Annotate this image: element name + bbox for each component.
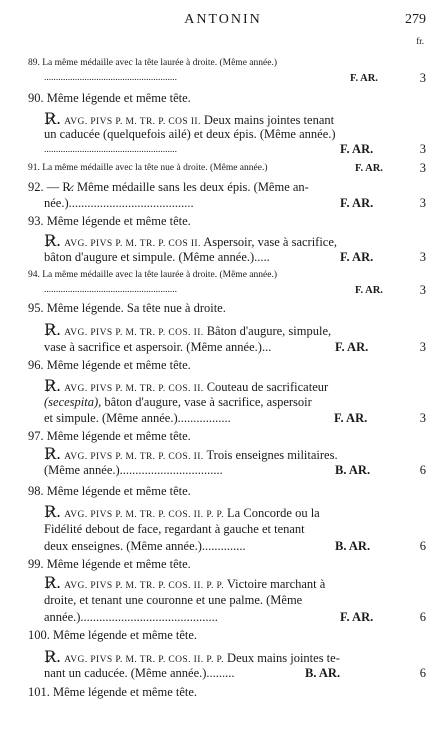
entry-96-metal: F. AR. [334,411,368,425]
entry-95: 95. Même légende. Sa tête nue à droite. [28,301,226,315]
entry-90-reverse: R̷. AVG. PIVS P. M. TR. P. COS II. Deux mains jointes tenant [44,109,335,128]
entry-94: 94. La même médaille avec la tête laurée à droite. (Même année.) [28,270,277,280]
entry-89-metal: F. AR. [350,73,378,84]
entry-100: 100. Même légende et même tête. [28,628,198,642]
entry-97-price: 6 [419,463,426,477]
entry-99-metal: F. AR. [340,610,374,624]
entry-99-price: 6 [419,610,426,624]
running-title: ANTONIN [184,12,262,27]
entry-98-reverse: R̷. AVG. PIVS P. M. TR. P. COS. II. P. P. La Concorde ou la [44,502,320,521]
entry-101: 101. Même légende et même tête. [28,685,198,699]
entry-100-reverse-2: nant un caducée. (Même année.)......... [44,666,235,680]
entry-94-metal: F. AR. [355,285,383,296]
entry-98-reverse-2: Fidélité debout de face, regardant à gauche et tenant [44,522,305,536]
entry-98-metal: B. AR. [335,539,371,553]
entry-90: 90. Même légende et même tête. [28,91,191,105]
entry-99-reverse-3: année.)............................................ [44,610,218,624]
entry-90-reverse-2: un caducée (quelquefois ailé) et deux épis. (Même année.) [44,127,336,141]
entry-90-metal: F. AR. [340,142,374,156]
entry-99-reverse: R̷. AVG. PIVS P. M. TR. P. COS. II. P. P. Victoire marchant à [44,573,326,592]
entry-97-reverse-2: (Même année.)................................. [44,463,223,477]
entry-98-reverse-3: deux enseignes. (Même année.).............. [44,539,246,553]
entry-97: 97. Même légende et même tête. [28,429,191,443]
entry-94-dots: ........................................................ [44,285,177,295]
entry-93: 93. Même légende et même tête. [28,214,191,228]
entry-93-reverse-2: bâton d'augure et simpule. (Même année.)..... [44,250,270,264]
entry-98: 98. Même légende et même tête. [28,484,191,498]
entry-96-reverse-3: et simpule. (Même année.)................. [44,411,231,425]
entry-100-price: 6 [419,666,426,680]
entry-99: 99. Même légende et même tête. [28,557,191,571]
entry-93-reverse: R̷. AVG. PIVS P. M. TR. P. COS II. Aspersoir, vase à sacrifice, [44,231,338,250]
entry-91-price: 3 [419,161,426,175]
entry-92-price: 3 [419,196,426,210]
entry-91: 91. La même médaille avec la tête nue à droite. (Même année.) [28,163,268,173]
entry-95-price: 3 [419,340,426,354]
entry-92-cont: née.)........................................ [44,196,194,210]
price-unit: fr. [416,36,424,46]
page-number: 279 [405,12,426,27]
entry-98-price: 6 [419,539,426,553]
entry-100-reverse: R̷. AVG. PIVS P. M. TR. P. COS. II. P. P. Deux mains jointes te- [44,647,340,666]
entry-89-dots: ........................................................ [44,73,177,83]
entry-93-price: 3 [419,250,426,264]
entry-92-metal: F. AR. [340,196,374,210]
entry-100-metal: B. AR. [305,666,341,680]
entry-93-metal: F. AR. [340,250,374,264]
entry-89: 89. La même médaille avec la tête laurée à droite. (Même année.) [28,58,277,68]
entry-96-reverse-2: (secespita), bâton d'augure, vase à sacrifice, aspersoir [44,395,312,409]
entry-95-reverse: R̷. AVG. PIVS P. M. TR. P. COS. II. Bâton d'augure, simpule, [44,320,332,339]
entry-95-reverse-2: vase à sacrifice et aspersoir. (Même année.)... [44,340,272,354]
entry-90-dots: ........................................................ [44,145,177,155]
entry-91-metal: F. AR. [355,163,383,174]
entry-96: 96. Même légende et même tête. [28,358,191,372]
entry-96-reverse: R̷. AVG. PIVS P. M. TR. P. COS. II. Couteau de sacrificateur [44,376,329,395]
entry-97-metal: B. AR. [335,463,371,477]
entry-99-reverse-2: droite, et tenant une couronne et une palme. (Même [44,593,303,607]
entry-90-price: 3 [419,142,426,156]
entry-97-reverse: R̷. AVG. PIVS P. M. TR. P. COS. II. Trois enseignes militaires. [44,444,338,463]
entry-89-price: 3 [419,71,426,85]
entry-92: 92. — R̷. Même médaille sans les deux épis. (Même an- [28,180,309,194]
entry-94-price: 3 [419,283,426,297]
entry-95-metal: F. AR. [335,340,369,354]
entry-96-price: 3 [419,411,426,425]
